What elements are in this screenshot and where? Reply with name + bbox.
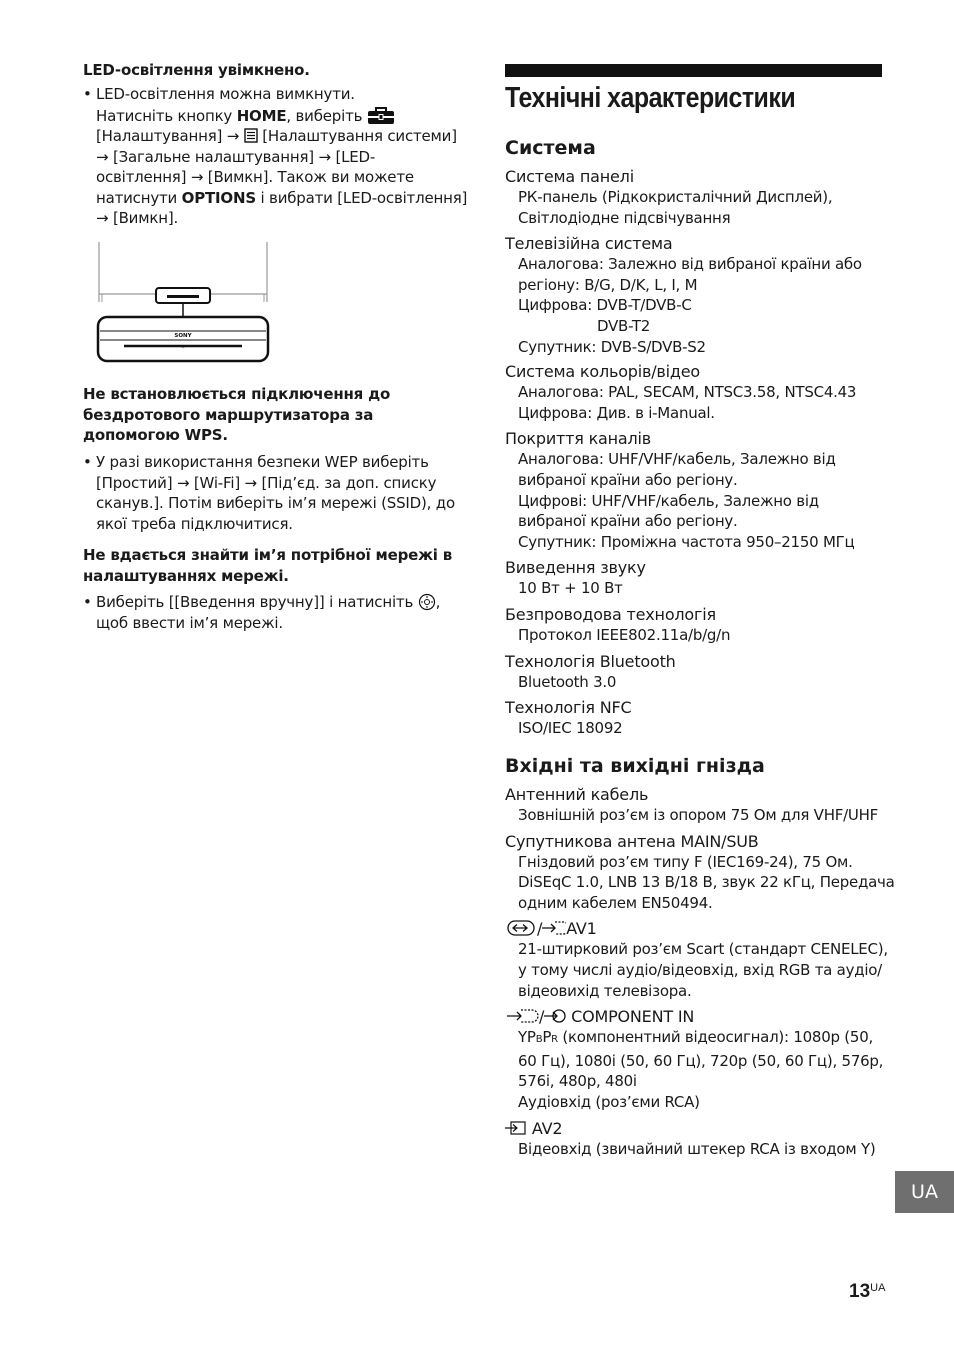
- page-number: $13^{UA}$: [849, 1281, 886, 1302]
- spec-bluetooth: Технологія Bluetooth Bluetooth 3.0: [505, 651, 676, 691]
- system-heading: Система: [505, 137, 596, 159]
- ssid-instructions: Виберіть [[Введення вручну]] і натисніть , щоб ввести ім’я мережі.: [96, 593, 441, 632]
- tv-logo: SONY: [174, 333, 192, 339]
- bullet: •: [83, 453, 92, 471]
- system-specs: [505, 166, 885, 739]
- svg-text:*: *: [181, 344, 185, 352]
- led-heading: LED-освітлення увімкнено.: [83, 61, 310, 79]
- language-tab: UA: [895, 1171, 954, 1213]
- section-rule: [505, 64, 882, 77]
- io-component: / COMPONENT IN YPBPR (компонентний відеосигнал): 1080p (50, 60 Гц), 1080i (50, 60 Гц), 720p (50, 60 Гц), 576p, 576i, 480p, 480i Аудіовхід (роз’єми RCA): [505, 1006, 885, 1112]
- tv-led-illustration: [94, 240, 274, 364]
- input-icon: [505, 1119, 527, 1137]
- io-heading: Вхідні та вихідні гнізда: [505, 755, 765, 777]
- settings-list-icon: [244, 128, 258, 143]
- spec-panel-system: Система панелі РК-панель (Рідкокристалічний Дисплей), Світлодіодне підсвічування: [505, 167, 833, 227]
- io-av2: AV2 Відеовхід (звичайний штекер RCA із входом Y): [505, 1118, 885, 1160]
- scart-inout-icon: [505, 919, 537, 937]
- toolbox-icon: [367, 105, 395, 125]
- wps-instructions: У разі використання безпеки WEP виберіть [Простий] → [Wi-Fi] → [Під’єд. за доп. списку сканув.]. Потім виберіть ім’я мережі (SSID), до якої треба підключитися.: [96, 453, 455, 533]
- video-input-icon: [542, 919, 566, 937]
- spec-nfc: Технологія NFC ISO/IEC 18092: [505, 698, 632, 738]
- bullet: •: [83, 85, 92, 103]
- ssid-heading: Не вдається знайти ім’я потрібної мережі в налаштуваннях мережі.: [83, 546, 453, 585]
- video-input-icon: [505, 1007, 539, 1025]
- spec-wireless: Безпроводова технологія Протокол IEEE802.11a/b/g/n: [505, 604, 731, 644]
- io-antenna: Антенний кабель Зовнішній роз’єм із опором 75 Ом для VHF/UHF: [505, 785, 879, 824]
- led-instructions: LED-освітлення можна вимкнути. Натисніть кнопку HOME, виберіть [Налаштування] → [Налаштування системи] → [Загальне налаштування] → [LED- освітлення] → [Вимкн]. Також ви можете натиснути OPTIONS і вибрати [LED-освітлення] → [Вимкн].: [96, 85, 468, 227]
- io-av1: / AV1 21-штирковий роз’єм Scart (стандарт CENELEC), у тому числі аудіо/відеовхід, вхід RGB та аудіо/ відеовихід телевізора.: [505, 918, 885, 1001]
- spec-color-system: Система кольорів/відео Аналогова: PAL, SECAM, NTSC3.58, NTSC4.43 Цифрова: Див. в i-Manual.: [505, 362, 857, 422]
- page-title: Технічні характеристики: [505, 82, 796, 114]
- io-satellite: Супутникова антена MAIN/SUB Гніздовий роз’єм типу F (IEC169-24), 75 Ом. DiSEqC 1.0, LNB 13 В/18 В, звук 22 кГц, Передача одним кабелем EN50494.: [505, 831, 895, 912]
- bullet: •: [83, 593, 92, 611]
- enter-button-icon: [418, 593, 436, 611]
- spec-channel-coverage: Покриття каналів Аналогова: UHF/VHF/кабель, Залежно від вибраної країни або регіону. Цифрові: UHF/VHF/кабель, Залежно від вибраної країни або регіону. Супутник: Проміжна частота 950–2150 МГц: [505, 429, 855, 551]
- io-specs: [505, 784, 895, 1159]
- spec-sound-output: Виведення звуку 10 Вт + 10 Вт: [505, 558, 646, 598]
- wps-heading: Не встановлюється підключення до бездротового маршрутизатора за допомогою WPS.: [83, 385, 391, 444]
- spec-tv-system: Телевізійна система Аналогова: Залежно від вибраної країни або регіону: B/G, D/K, L, I, M Цифрова: DVB-T/DVB-C DVB-T2 Супутник: DVB-S/DVB-S2: [505, 234, 862, 356]
- audio-input-icon: [544, 1007, 566, 1025]
